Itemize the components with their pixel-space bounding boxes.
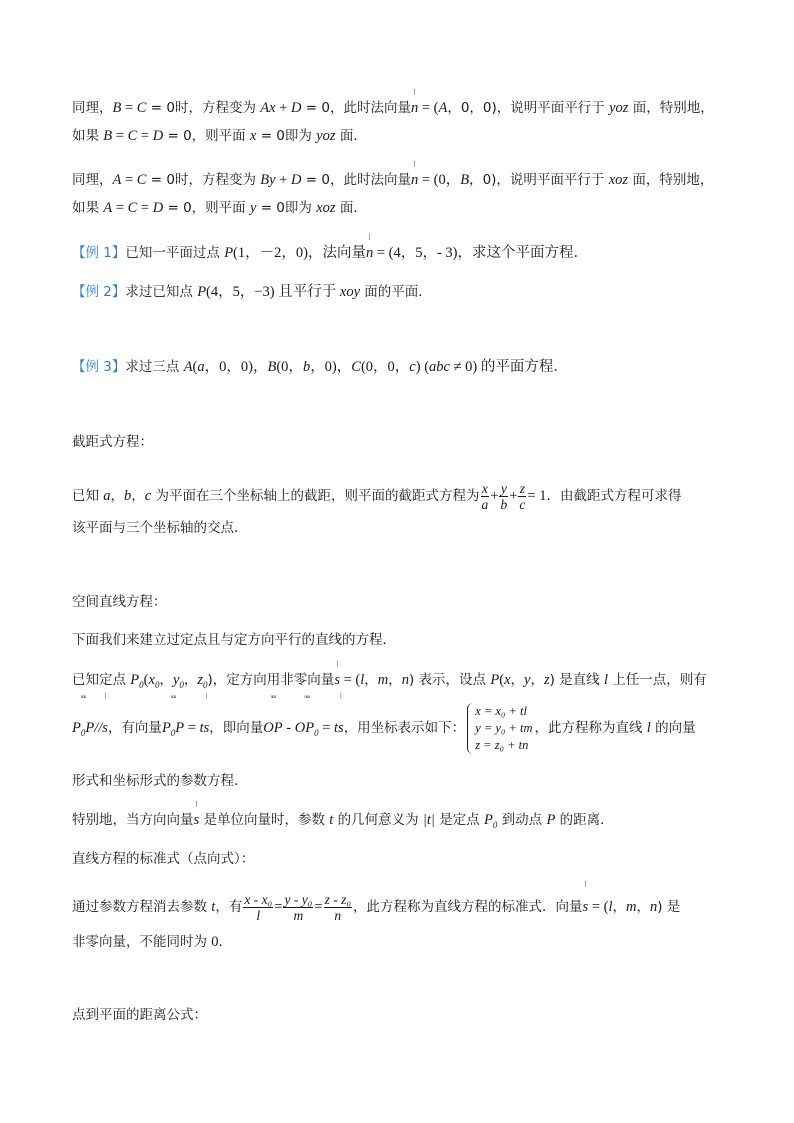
math: ) ( [415,359,430,375]
text: ，即向量 [209,720,264,736]
text: ，0)，说明平面平行于 [469,172,609,188]
math: A [112,172,122,188]
text: 到动点 [497,812,547,828]
text: 同理， [72,172,113,188]
text: 是单位向量时，参数 [199,812,330,828]
math: x [249,128,257,144]
distance-title [72,1005,207,1025]
text: 上任一点，则有 [607,672,707,688]
math: (0， [276,359,303,375]
vector-op0: ᵘᵘᵘ $OP_0$ [294,693,319,738]
math: $y_0$ [172,672,184,690]
text: 为平面在三个坐标轴上的截距，则平面的截距式方程为 [151,488,480,504]
section-title: 空间直线方程： [72,594,167,610]
math: (0，0， [360,359,410,375]
text: ， [364,672,378,688]
math: xoy [339,284,361,300]
special-case [72,799,614,835]
math: = [121,172,137,188]
math: // [94,720,103,736]
math: + [509,488,518,504]
vector-n: ǀ n [365,232,374,261]
text: = 0时，方程变为 [146,172,261,188]
text: 面，特别地， [628,100,714,116]
fraction-x-a: $\frac{x}{a}$ [481,480,489,512]
standard-line2 [72,932,232,952]
text: ) 是直线 [549,672,604,688]
math: a [197,359,205,375]
math: = (0， [418,172,461,188]
math: = [274,899,283,915]
math: P [490,672,500,688]
math: n [401,672,409,688]
vector-s: ǀ s [203,691,210,736]
text: 形式和坐标形式的参数方程． [72,773,248,789]
text: ， [183,672,198,688]
math: ( [499,672,505,688]
text: 如果 [72,200,104,216]
standard-line1 [72,879,681,924]
line-eq-line2 [72,691,696,759]
math: ，0)， [310,359,352,375]
vector-n: ǀ n [410,159,419,188]
text: )，定方向用非零向量 [207,672,335,688]
text: = 0时，方程变为 [146,100,261,116]
math: 0 [211,934,219,950]
text: = 0，则平面 [163,128,250,144]
line-eq-intro [72,630,396,650]
text: 下面我们来建立过定点且与定方向平行的直线的方程． [72,632,396,648]
text: 面，特别地， [628,172,714,188]
text: 的几何意义为 [333,812,423,828]
text: ， [388,672,402,688]
math: Ax [260,100,276,116]
math: xoz [316,200,336,216]
math: $x_0$ [148,672,160,690]
vector-s: ǀ s [334,659,340,688]
math: C [127,128,138,144]
text: ) 是 [657,899,681,915]
math: t [334,720,339,736]
math: B [460,172,470,188]
math: = ( [588,899,609,915]
math: C [136,100,147,116]
text: 面． [335,128,367,144]
math: A [183,359,193,375]
math: = (4，5，- 3)，求这个平面方程． [373,245,589,261]
math: B [267,359,277,375]
vector-s: ǀ s [582,879,589,915]
math: + [275,172,291,188]
text: 求过三点 [125,359,184,375]
math: t [199,720,204,736]
math: D [290,100,302,116]
line-eq-line3 [72,771,248,791]
math: P [197,284,207,300]
text: 面的平面． [360,284,432,300]
math: $z_0$ [197,672,208,690]
vector-s: ǀ s [193,799,200,828]
equation-system: x = x₀ + tl y = y₀ + tm z = z₀ + tn [467,703,532,754]
math: C [351,359,361,375]
math: By [260,172,276,188]
fraction-y: $\frac{\text{y - y₀}}{m}$ [284,891,313,923]
math: y [249,200,257,216]
text: = 0，此时法向量 [301,172,411,188]
fraction-y-b: $\frac{y}{b}$ [500,480,508,512]
text: 如果 [72,128,104,144]
math: = [112,200,128,216]
intercept-title [72,432,153,452]
line-eq-line1 [72,659,707,695]
example-1 [72,232,589,263]
math: z [543,672,550,688]
math: = [184,720,200,736]
math: t [329,812,334,828]
example-2 [72,282,432,302]
text: 的向量 [650,720,696,736]
math: ，0，0)， [204,359,268,375]
standard-title [72,849,254,869]
text: 求过已知点 [125,284,198,300]
line-eq-title [72,592,167,612]
text: 非零向量，不能同时为 [72,934,212,950]
math: l [608,899,613,915]
math: yoz [316,128,336,144]
example-tag: 【例 1】 [72,245,126,261]
text: = 0，则平面 [163,200,250,216]
text: ， [530,672,544,688]
text: 同理， [72,100,113,116]
text: ， [510,672,524,688]
section-title: 点到平面的距离公式： [72,1007,207,1023]
vector-p0p: ᵘᵘᵘ $P_0P$ [161,693,185,738]
text: ，此方程称为直线方程的标准式．向量 [353,899,583,915]
text: ，有 [215,899,243,915]
paragraph-xoz-line1 [72,159,714,190]
math: m [625,899,637,915]
math: n [649,899,658,915]
fraction-z-c: $\frac{z}{c}$ [519,480,526,512]
math: = [314,899,323,915]
text: 特别地，当方向向量 [72,812,194,828]
example-tag: 【例 2】 [72,284,126,300]
text: = 0即为 [256,200,317,216]
text: 的距离． [555,812,614,828]
math: |t| [422,812,435,828]
math: l [603,672,608,688]
math: - [282,720,295,736]
text: ， [110,488,125,504]
math: l [646,720,651,736]
math: = ( [339,672,361,688]
vector-p0p: ᵘᵘᵘ $P_0P$ [72,693,95,738]
math: + [275,100,291,116]
math: P [546,812,556,828]
text: = 0，此时法向量 [301,100,411,116]
vector-s: ǀ s [102,691,108,736]
math: + [490,488,499,504]
math: B [112,100,122,116]
vector-op: ᵘᵘᵘ OP [263,693,283,736]
intercept-line2 [72,518,248,538]
math: = 1 [527,488,547,504]
text: ，用坐标表示如下： [343,720,466,736]
text: ，0，0)，说明平面平行于 [447,100,610,116]
math: xoz [608,172,629,188]
math: abc [429,359,450,375]
math: ( [192,359,198,375]
fraction-z: $\frac{\text{z - z₀}}{n}$ [324,891,352,923]
example-3 [72,357,568,377]
section-title: 截距式方程： [72,434,153,450]
math: c [409,359,416,375]
text: 已知 [72,488,104,504]
text: ．由截距式方程可求得 [546,488,682,504]
math: P [224,245,234,261]
vector-s: ǀ s [338,691,344,736]
math: c [144,488,152,504]
math: (4，5，−3) 且平行于 [206,284,340,300]
math: $P_0$ [130,672,144,690]
intercept-line1 [72,479,681,513]
text: ， [131,488,145,504]
text: ， [636,899,650,915]
math: = [137,200,153,216]
text: ，有向量 [107,720,162,736]
text: ，此方程称为直线 [534,720,647,736]
math: t [211,899,216,915]
math: (1，－2，0)，法向量 [233,245,366,261]
math: m [377,672,389,688]
text: 已知一平面过点 [125,245,225,261]
example-tag: 【例 3】 [72,359,126,375]
math: ( [143,672,149,688]
text: = 0即为 [256,128,317,144]
paragraph-yoz-line2 [72,126,367,146]
math: l [360,672,365,688]
text: 已知定点 [72,672,131,688]
math: yoz [609,100,629,116]
math: = [121,100,137,116]
text: ， [159,672,173,688]
text: 是定点 [434,812,484,828]
math: x [504,672,511,688]
paragraph-xoz-line2 [72,198,367,218]
math: A [103,200,113,216]
math: A [438,100,448,116]
text: ， [612,899,626,915]
math: y [524,672,531,688]
math: C [127,200,138,216]
math: D [152,200,164,216]
text: ． [218,934,233,950]
math: b [302,359,311,375]
text: 通过参数方程消去参数 [72,899,212,915]
math: B [103,128,113,144]
math: D [152,128,164,144]
paragraph-yoz-line1 [72,87,714,118]
math: = ( [418,100,439,116]
math: D [290,172,302,188]
text: 面． [335,200,367,216]
math: $P_0$ [483,812,498,830]
text: ) 表示，设点 [409,672,491,688]
section-title: 直线方程的标准式（点向式）： [72,851,255,867]
math: a [103,488,111,504]
math: = [112,128,128,144]
fraction-x: $\frac{\text{x - x₀}}{l}$ [244,891,273,923]
math: C [136,172,147,188]
math: b [124,488,132,504]
vector-n: ǀ n [410,87,419,116]
math: ≠ 0) 的平面方程． [449,359,568,375]
math: = [318,720,334,736]
math: = [137,128,153,144]
text: 该平面与三个坐标轴的交点． [72,520,248,536]
